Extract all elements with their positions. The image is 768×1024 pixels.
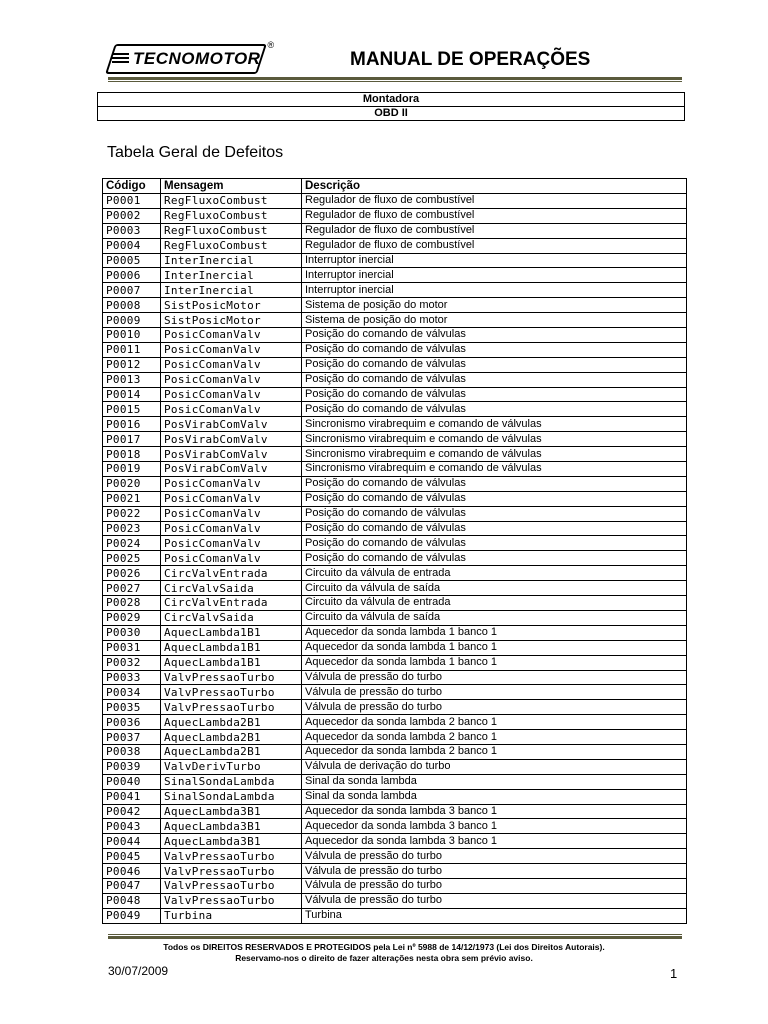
table-row: [103, 581, 687, 596]
cell-code: P0049: [103, 908, 161, 923]
cell-message: RegFluxoCombust: [161, 238, 302, 253]
cell-message: ValvPressaoTurbo: [161, 685, 302, 700]
cell-description: Regulador de fluxo de combustível: [302, 208, 687, 223]
cell-description: Sincronismo virabrequim e comando de válvulas: [302, 462, 687, 477]
table-row: [103, 864, 687, 879]
header-message: Mensagem: [161, 179, 302, 194]
cell-message: PosicComanValv: [161, 402, 302, 417]
cell-description: Posição do comando de válvulas: [302, 372, 687, 387]
cell-description: Aquecedor da sonda lambda 3 banco 1: [302, 834, 687, 849]
cell-code: P0048: [103, 893, 161, 908]
cell-code: P0020: [103, 476, 161, 491]
cell-message: PosicComanValv: [161, 342, 302, 357]
cell-code: P0022: [103, 506, 161, 521]
table-row: [103, 447, 687, 462]
table-row: [103, 878, 687, 893]
cell-code: P0040: [103, 774, 161, 789]
cell-description: Válvula de pressão do turbo: [302, 700, 687, 715]
cell-description: Aquecedor da sonda lambda 3 banco 1: [302, 819, 687, 834]
cell-code: P0044: [103, 834, 161, 849]
cell-description: Circuito da válvula de entrada: [302, 596, 687, 611]
cell-code: P0009: [103, 313, 161, 328]
cell-code: P0014: [103, 387, 161, 402]
cell-message: ValvDerivTurbo: [161, 759, 302, 774]
cell-message: AquecLambda1B1: [161, 640, 302, 655]
table-row: [103, 491, 687, 506]
cell-code: P0024: [103, 536, 161, 551]
cell-code: P0010: [103, 328, 161, 343]
cell-description: Posição do comando de válvulas: [302, 521, 687, 536]
cell-message: InterInercial: [161, 268, 302, 283]
table-row: [103, 610, 687, 625]
table-row: [103, 432, 687, 447]
cell-code: P0037: [103, 730, 161, 745]
cell-code: P0001: [103, 194, 161, 209]
footer-rule: [108, 936, 682, 939]
cell-code: P0041: [103, 789, 161, 804]
table-row: [103, 208, 687, 223]
cell-message: AquecLambda2B1: [161, 744, 302, 759]
table-row: [103, 655, 687, 670]
table-row: [103, 194, 687, 209]
table-row: [103, 313, 687, 328]
cell-code: P0035: [103, 700, 161, 715]
cell-message: ValvPressaoTurbo: [161, 893, 302, 908]
cell-code: P0002: [103, 208, 161, 223]
cell-code: P0017: [103, 432, 161, 447]
table-row: [103, 268, 687, 283]
cell-code: P0026: [103, 566, 161, 581]
cell-message: PosicComanValv: [161, 372, 302, 387]
section-title: Tabela Geral de Defeitos: [107, 144, 284, 161]
table-row: [103, 789, 687, 804]
cell-message: PosicComanValv: [161, 521, 302, 536]
cell-code: P0016: [103, 417, 161, 432]
cell-code: P0018: [103, 447, 161, 462]
cell-code: P0045: [103, 849, 161, 864]
cell-code: P0029: [103, 610, 161, 625]
table-row: [103, 551, 687, 566]
cell-description: Válvula de pressão do turbo: [302, 878, 687, 893]
cell-code: P0023: [103, 521, 161, 536]
table-row: [103, 566, 687, 581]
cell-description: Válvula de derivação do turbo: [302, 759, 687, 774]
cell-code: P0005: [103, 253, 161, 268]
cell-description: Posição do comando de válvulas: [302, 536, 687, 551]
cell-code: P0030: [103, 625, 161, 640]
cell-description: Posição do comando de válvulas: [302, 491, 687, 506]
cell-description: Sincronismo virabrequim e comando de válvulas: [302, 417, 687, 432]
table-row: [103, 715, 687, 730]
cell-code: P0043: [103, 819, 161, 834]
cell-code: P0034: [103, 685, 161, 700]
cell-description: Sistema de posição do motor: [302, 313, 687, 328]
cell-description: Posição do comando de válvulas: [302, 476, 687, 491]
table-row: [103, 685, 687, 700]
cell-message: PosicComanValv: [161, 491, 302, 506]
cell-code: P0027: [103, 581, 161, 596]
cell-description: Aquecedor da sonda lambda 1 banco 1: [302, 640, 687, 655]
cell-code: P0019: [103, 462, 161, 477]
table-row: [103, 819, 687, 834]
table-row: [103, 596, 687, 611]
table-row: [103, 625, 687, 640]
table-row: [103, 298, 687, 313]
table-row: [103, 462, 687, 477]
cell-code: P0032: [103, 655, 161, 670]
cell-description: Aquecedor da sonda lambda 1 banco 1: [302, 625, 687, 640]
header-rule: [108, 77, 682, 80]
cell-message: InterInercial: [161, 253, 302, 268]
cell-code: P0046: [103, 864, 161, 879]
cell-description: Posição do comando de válvulas: [302, 387, 687, 402]
table-row: [103, 670, 687, 685]
cell-description: Circuito da válvula de entrada: [302, 566, 687, 581]
cell-message: InterInercial: [161, 283, 302, 298]
cell-description: Regulador de fluxo de combustível: [302, 238, 687, 253]
cell-description: Interruptor inercial: [302, 253, 687, 268]
cell-message: PosicComanValv: [161, 357, 302, 372]
table-row: [103, 372, 687, 387]
cell-code: P0007: [103, 283, 161, 298]
cell-code: P0025: [103, 551, 161, 566]
logo-text: TECNOMOTOR: [132, 49, 260, 68]
table-row: [103, 476, 687, 491]
header-rule-thin: [108, 81, 682, 82]
registered-mark: ®: [267, 40, 275, 50]
cell-description: Sistema de posição do motor: [302, 298, 687, 313]
cell-description: Posição do comando de válvulas: [302, 506, 687, 521]
cell-message: SinalSondaLambda: [161, 789, 302, 804]
cell-message: AquecLambda2B1: [161, 730, 302, 745]
table-row: [103, 253, 687, 268]
cell-code: P0008: [103, 298, 161, 313]
cell-description: Sincronismo virabrequim e comando de válvulas: [302, 432, 687, 447]
table-row: [103, 506, 687, 521]
table-row: [103, 804, 687, 819]
cell-code: P0015: [103, 402, 161, 417]
cell-description: Válvula de pressão do turbo: [302, 670, 687, 685]
cell-description: Aquecedor da sonda lambda 1 banco 1: [302, 655, 687, 670]
cell-description: Sinal da sonda lambda: [302, 789, 687, 804]
maker-box: [97, 92, 685, 121]
cell-description: Regulador de fluxo de combustível: [302, 194, 687, 209]
cell-code: P0004: [103, 238, 161, 253]
cell-description: Posição do comando de válvulas: [302, 328, 687, 343]
cell-description: Interruptor inercial: [302, 283, 687, 298]
cell-message: SinalSondaLambda: [161, 774, 302, 789]
cell-message: CircValvEntrada: [161, 596, 302, 611]
cell-message: PosVirabComValv: [161, 432, 302, 447]
cell-description: Aquecedor da sonda lambda 3 banco 1: [302, 804, 687, 819]
table-row: [103, 893, 687, 908]
cell-message: AquecLambda3B1: [161, 834, 302, 849]
cell-message: PosicComanValv: [161, 536, 302, 551]
cell-code: P0028: [103, 596, 161, 611]
table-row: [103, 238, 687, 253]
cell-code: P0038: [103, 744, 161, 759]
table-row: [103, 521, 687, 536]
cell-description: Circuito da válvula de saída: [302, 610, 687, 625]
cell-description: Aquecedor da sonda lambda 2 banco 1: [302, 730, 687, 745]
copyright-notice: Todos os DIREITOS RESERVADOS E PROTEGIDOS pela Lei nº 5988 de 14/12/1973 (Lei dos Direitos Autorais).: [163, 942, 605, 952]
table-row: [103, 834, 687, 849]
maker-value: OBD II: [98, 106, 684, 120]
table-body: [103, 194, 687, 924]
header-description: Descrição: [302, 179, 687, 194]
cell-description: Posição do comando de válvulas: [302, 402, 687, 417]
cell-code: P0012: [103, 357, 161, 372]
table-row: [103, 402, 687, 417]
table-row: [103, 387, 687, 402]
cell-message: AquecLambda1B1: [161, 625, 302, 640]
cell-message: PosicComanValv: [161, 476, 302, 491]
table-header-row: [103, 179, 687, 194]
cell-message: ValvPressaoTurbo: [161, 878, 302, 893]
cell-message: SistPosicMotor: [161, 313, 302, 328]
cell-description: Sincronismo virabrequim e comando de válvulas: [302, 447, 687, 462]
cell-description: Aquecedor da sonda lambda 2 banco 1: [302, 715, 687, 730]
defects-table: [102, 178, 687, 924]
cell-message: AquecLambda3B1: [161, 819, 302, 834]
cell-description: Posição do comando de válvulas: [302, 342, 687, 357]
cell-message: PosVirabComValv: [161, 447, 302, 462]
cell-message: ValvPressaoTurbo: [161, 670, 302, 685]
table-row: [103, 759, 687, 774]
cell-code: P0036: [103, 715, 161, 730]
cell-message: AquecLambda2B1: [161, 715, 302, 730]
tecnomotor-logo: [105, 40, 275, 74]
cell-message: PosicComanValv: [161, 387, 302, 402]
cell-code: P0006: [103, 268, 161, 283]
cell-description: Válvula de pressão do turbo: [302, 893, 687, 908]
cell-message: CircValvEntrada: [161, 566, 302, 581]
table-row: [103, 417, 687, 432]
cell-message: SistPosicMotor: [161, 298, 302, 313]
cell-message: PosVirabComValv: [161, 462, 302, 477]
cell-code: P0021: [103, 491, 161, 506]
table-row: [103, 328, 687, 343]
cell-code: P0042: [103, 804, 161, 819]
table-row: [103, 342, 687, 357]
cell-message: ValvPressaoTurbo: [161, 849, 302, 864]
cell-code: P0033: [103, 670, 161, 685]
maker-label: Montadora: [362, 93, 420, 105]
cell-code: P0047: [103, 878, 161, 893]
cell-message: CircValvSaida: [161, 610, 302, 625]
cell-description: Válvula de pressão do turbo: [302, 864, 687, 879]
table-row: [103, 849, 687, 864]
logo-lines-icon: [112, 53, 129, 65]
table-row: [103, 700, 687, 715]
cell-description: Circuito da válvula de saída: [302, 581, 687, 596]
footer-rule-thin: [108, 934, 682, 935]
table-row: [103, 283, 687, 298]
cell-message: RegFluxoCombust: [161, 208, 302, 223]
cell-code: P0003: [103, 223, 161, 238]
cell-message: PosicComanValv: [161, 551, 302, 566]
cell-message: AquecLambda3B1: [161, 804, 302, 819]
cell-message: Turbina: [161, 908, 302, 923]
cell-description: Posição do comando de válvulas: [302, 551, 687, 566]
table-row: [103, 744, 687, 759]
cell-description: Aquecedor da sonda lambda 2 banco 1: [302, 744, 687, 759]
cell-description: Turbina: [302, 908, 687, 923]
table-row: [103, 730, 687, 745]
cell-description: Posição do comando de válvulas: [302, 357, 687, 372]
cell-message: ValvPressaoTurbo: [161, 864, 302, 879]
cell-message: AquecLambda1B1: [161, 655, 302, 670]
cell-message: PosVirabComValv: [161, 417, 302, 432]
cell-code: P0013: [103, 372, 161, 387]
cell-code: P0031: [103, 640, 161, 655]
change-notice: Reservamo-nos o direito de fazer alterações nesta obra sem prévio aviso.: [235, 953, 533, 963]
cell-message: RegFluxoCombust: [161, 194, 302, 209]
cell-code: P0039: [103, 759, 161, 774]
header-code: Código: [103, 179, 161, 194]
document-title: MANUAL DE OPERAÇÕES: [350, 49, 591, 70]
cell-message: PosicComanValv: [161, 328, 302, 343]
page-number: 1: [670, 966, 678, 981]
table-row: [103, 536, 687, 551]
table-row: [103, 223, 687, 238]
cell-description: Válvula de pressão do turbo: [302, 685, 687, 700]
cell-message: PosicComanValv: [161, 506, 302, 521]
cell-message: ValvPressaoTurbo: [161, 700, 302, 715]
footer-date: 30/07/2009: [108, 964, 169, 978]
cell-description: Interruptor inercial: [302, 268, 687, 283]
cell-message: RegFluxoCombust: [161, 223, 302, 238]
table-row: [103, 774, 687, 789]
cell-description: Regulador de fluxo de combustível: [302, 223, 687, 238]
cell-description: Sinal da sonda lambda: [302, 774, 687, 789]
cell-description: Válvula de pressão do turbo: [302, 849, 687, 864]
cell-message: CircValvSaida: [161, 581, 302, 596]
table-row: [103, 357, 687, 372]
table-row: [103, 640, 687, 655]
cell-code: P0011: [103, 342, 161, 357]
table-row: [103, 908, 687, 923]
